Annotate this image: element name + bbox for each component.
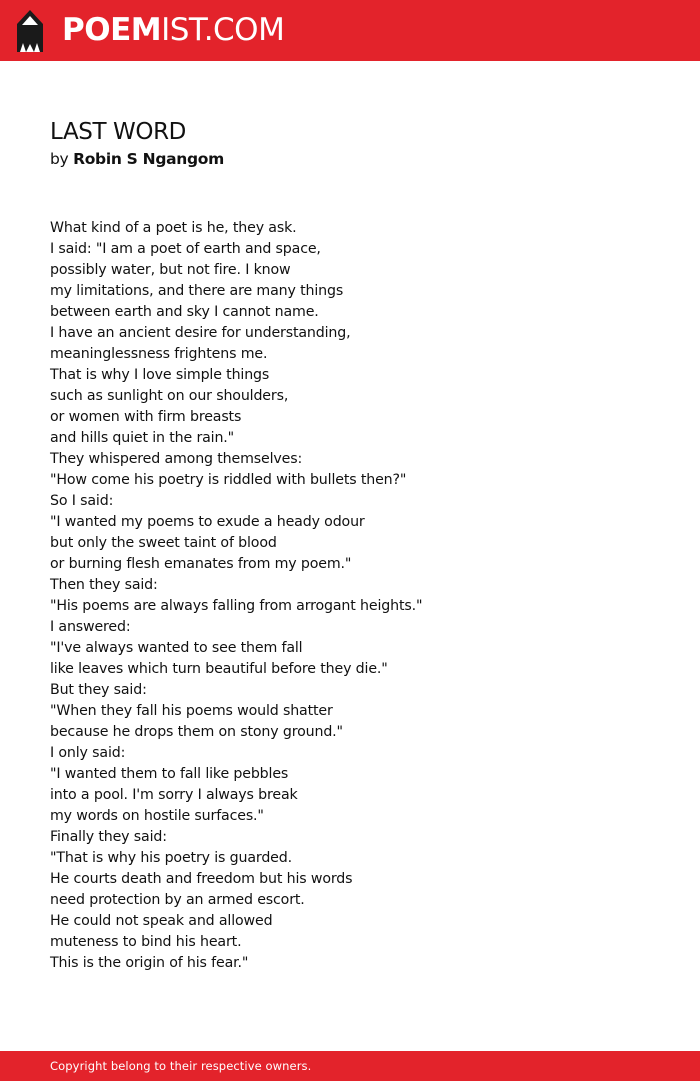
poem-line: Then they said: — [50, 577, 158, 593]
poem-line: such as sunlight on our shoulders, — [50, 388, 289, 404]
poem-line: This is the origin of his fear." — [50, 955, 249, 971]
poem-line: I answered: — [50, 619, 131, 635]
poem-line: I have an ancient desire for understanding, — [50, 325, 351, 341]
poem-line: So I said: — [50, 493, 114, 509]
site-logo[interactable] — [62, 12, 284, 48]
logo-text-light: IST.COM — [161, 12, 285, 48]
byline — [50, 149, 224, 169]
poem-line: I said: "I am a poet of earth and space, — [50, 241, 321, 257]
poem-title: LAST WORD — [50, 119, 186, 145]
poem-line: He could not speak and allowed — [50, 913, 273, 929]
poem-line: That is why I love simple things — [50, 367, 270, 383]
poem-line: "I wanted my poems to exude a heady odour — [50, 514, 365, 530]
poem-line: my limitations, and there are many things — [50, 283, 344, 299]
poem-line: or women with firm breasts — [50, 409, 242, 425]
poem-line: "His poems are always falling from arrogant heights." — [50, 598, 423, 614]
poem-line: into a pool. I'm sorry I always break — [50, 787, 298, 803]
poem-line: because he drops them on stony ground." — [50, 724, 343, 740]
poem-line: "How come his poetry is riddled with bullets then?" — [50, 472, 407, 488]
site-header — [0, 0, 700, 61]
poem-body — [50, 218, 422, 974]
poem-line: like leaves which turn beautiful before they die." — [50, 661, 388, 677]
poem-line: "That is why his poetry is guarded. — [50, 850, 292, 866]
poem-line: "When they fall his poems would shatter — [50, 703, 333, 719]
poem-line: need protection by an armed escort. — [50, 892, 305, 908]
poem-line: "I wanted them to fall like pebbles — [50, 766, 289, 782]
poem-line: But they said: — [50, 682, 147, 698]
poem-line: and hills quiet in the rain." — [50, 430, 235, 446]
logo-text-bold: POEM — [62, 12, 162, 48]
poem-line: They whispered among themselves: — [50, 451, 303, 467]
poem-line: What kind of a poet is he, they ask. — [50, 220, 297, 236]
poem-line: or burning flesh emanates from my poem." — [50, 556, 352, 572]
poem-line: "I've always wanted to see them fall — [50, 640, 303, 656]
poem-line: possibly water, but not fire. I know — [50, 262, 291, 278]
poem-line: I only said: — [50, 745, 126, 761]
poem-line: muteness to bind his heart. — [50, 934, 242, 950]
pencil-logo-icon[interactable] — [17, 10, 43, 52]
byline-prefix: by — [50, 150, 69, 168]
author-name: Robin S Ngangom — [73, 150, 225, 168]
poem-line: between earth and sky I cannot name. — [50, 304, 319, 320]
site-footer — [0, 1051, 700, 1081]
poem-line: He courts death and freedom but his words — [50, 871, 353, 887]
copyright-notice: Copyright belong to their respective owners. — [50, 1059, 312, 1073]
poem-line: Finally they said: — [50, 829, 167, 845]
poem-line: my words on hostile surfaces." — [50, 808, 264, 824]
poem-line: meaninglessness frightens me. — [50, 346, 268, 362]
poem-line: but only the sweet taint of blood — [50, 535, 277, 551]
